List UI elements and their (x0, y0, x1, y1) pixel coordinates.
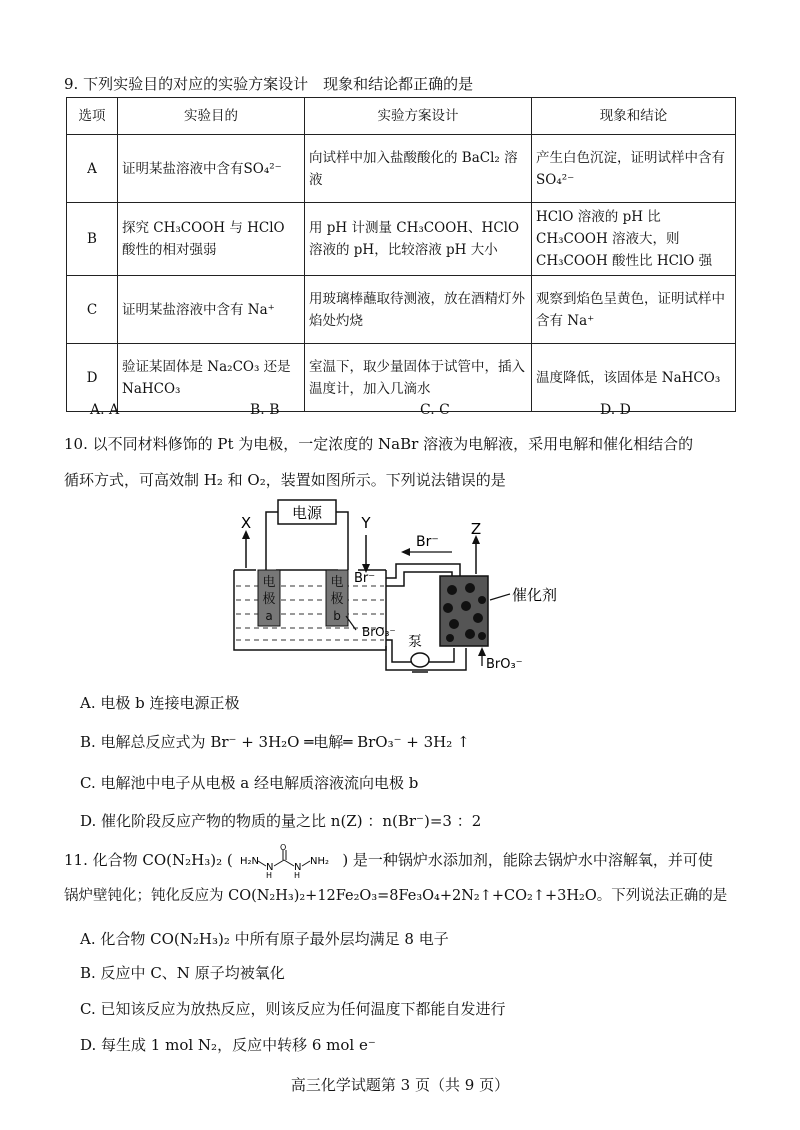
row-option: B (67, 203, 118, 276)
q10-option-a[interactable]: A. 电极 b 连接电源正极 (80, 694, 240, 712)
pump (411, 653, 429, 667)
row-purpose: 证明某盐溶液中含有SO₄²⁻ (118, 135, 305, 203)
row-purpose: 探究 CH₃COOH 与 HClO 酸性的相对强弱 (118, 203, 305, 276)
q10-option-b[interactable]: B. 电解总反应式为 Br⁻ + 3H₂O ═电解═ BrO₃⁻ + 3H₂ ↑ (80, 733, 470, 751)
svg-text:极: 极 (330, 592, 344, 607)
row-design: 向试样中加入盐酸酸化的 BaCl₂ 溶液 (305, 135, 532, 203)
experiment-table (66, 97, 736, 412)
header-option: 选项 (67, 98, 118, 135)
q11-option-b[interactable]: B. 反应中 C、N 原子均被氧化 (80, 964, 285, 982)
q11-option-c[interactable]: C. 已知该反应为放热反应，则该反应为任何温度下都能自发进行 (80, 1000, 506, 1018)
q9-stem: 9. 下列实验目的对应的实验方案设计 现象和结论都正确的是 (64, 75, 474, 93)
row-result: 产生白色沉淀，证明试样中含有SO₄²⁻ (532, 135, 736, 203)
q11-stem-part1: 11. 化合物 CO(N₂H₃)₂ ( (64, 851, 233, 869)
bro3-label-left: BrO₃⁻ (362, 625, 396, 639)
gas-y-label: Y (361, 514, 371, 532)
q11-stem-line2: 锅炉壁钝化；钝化反应为 CO(N₂H₃)₂+12Fe₂O₃=8Fe₃O₄+2N₂↑+CO₂↑+3H₂O。下列说法正确的是 (64, 888, 728, 904)
br-minus-label: Br⁻ (416, 534, 439, 550)
q11-option-a[interactable]: A. 化合物 CO(N₂H₃)₂ 中所有原子最外层均满足 8 电子 (80, 930, 449, 948)
row-result: HClO 溶液的 pH 比 CH₃COOH 溶液大，则 CH₃COOH 酸性比 HClO 强 (532, 203, 736, 276)
table-row (67, 203, 736, 276)
svg-text:b: b (333, 609, 341, 623)
bro3-label-right: BrO₃⁻ (486, 657, 523, 672)
row-design: 室温下，取少量固体于试管中，插入温度计，加入几滴水 (305, 344, 532, 412)
row-design: 用 pH 计测量 CH₃COOH、HClO 溶液的 pH，比较溶液 pH 大小 (305, 203, 532, 276)
choice-d[interactable]: D. D (600, 402, 631, 418)
svg-text:H: H (293, 871, 300, 878)
svg-text:N: N (293, 862, 302, 873)
svg-text:H₂N: H₂N (239, 856, 259, 867)
svg-text:NH₂: NH₂ (309, 856, 329, 867)
svg-text:H: H (265, 871, 272, 878)
header-purpose: 实验目的 (118, 98, 305, 135)
gas-z-label: Z (470, 520, 482, 538)
choice-b[interactable]: B. B (250, 402, 280, 418)
hydrazide-structure (238, 844, 338, 878)
q10-stem-line1: 10. 以不同材料修饰的 Pt 为电极，一定浓度的 NaBr 溶液为电解液，采用电解和催化相结合的 (64, 435, 694, 453)
choice-c[interactable]: C. C (420, 402, 450, 418)
svg-text:a: a (265, 609, 273, 623)
q10-stem-line2: 循环方式，可高效制 H₂ 和 O₂，装置如图所示。下列说法错误的是 (64, 471, 506, 489)
row-result: 温度降低，该固体是 NaHCO₃ (532, 344, 736, 412)
page-footer: 高三化学试题第 3 页（共 9 页） (290, 1076, 510, 1094)
row-design: 用玻璃棒蘸取待测液，放在酒精灯外焰处灼烧 (305, 276, 532, 344)
svg-text:极: 极 (262, 592, 276, 607)
svg-text:电: 电 (330, 575, 344, 590)
header-design: 实验方案设计 (305, 98, 532, 135)
row-purpose: 证明某盐溶液中含有 Na⁺ (118, 276, 305, 344)
header-result: 现象和结论 (532, 98, 736, 135)
power-label: 电源 (291, 504, 323, 522)
q10-option-d[interactable]: D. 催化阶段反应产物的物质的量之比 n(Z) ：n(Br⁻)=3 ：2 (80, 812, 482, 830)
table-header-row (67, 98, 736, 135)
svg-text:O: O (279, 844, 286, 852)
row-option: D (67, 344, 118, 412)
gas-x-label: X (240, 514, 252, 532)
table-row (67, 344, 736, 412)
svg-text:电: 电 (262, 575, 276, 590)
catalyst-label: 催化剂 (512, 586, 558, 604)
choice-a[interactable]: A. A (90, 402, 120, 418)
pump-label: 泵 (408, 634, 422, 650)
row-option: C (67, 276, 118, 344)
row-option: A (67, 135, 118, 203)
table-row (67, 276, 736, 344)
electrolysis-diagram (220, 490, 600, 685)
table-row (67, 135, 736, 203)
row-result: 观察到焰色呈黄色，证明试样中含有 Na⁺ (532, 276, 736, 344)
q11-stem-part2: ) 是一种锅炉水添加剂，能除去锅炉水中溶解氧，并可使 (342, 851, 713, 869)
row-purpose: 验证某固体是 Na₂CO₃ 还是 NaHCO₃ (118, 344, 305, 412)
q11-option-d[interactable]: D. 每生成 1 mol N₂，反应中转移 6 mol e⁻ (80, 1036, 376, 1054)
svg-text:N: N (265, 862, 274, 873)
q11-stem-line1 (64, 844, 754, 878)
br-label-tank: Br⁻ (354, 571, 376, 586)
q10-option-c[interactable]: C. 电解池中电子从电极 a 经电解质溶液流向电极 b (80, 774, 419, 792)
